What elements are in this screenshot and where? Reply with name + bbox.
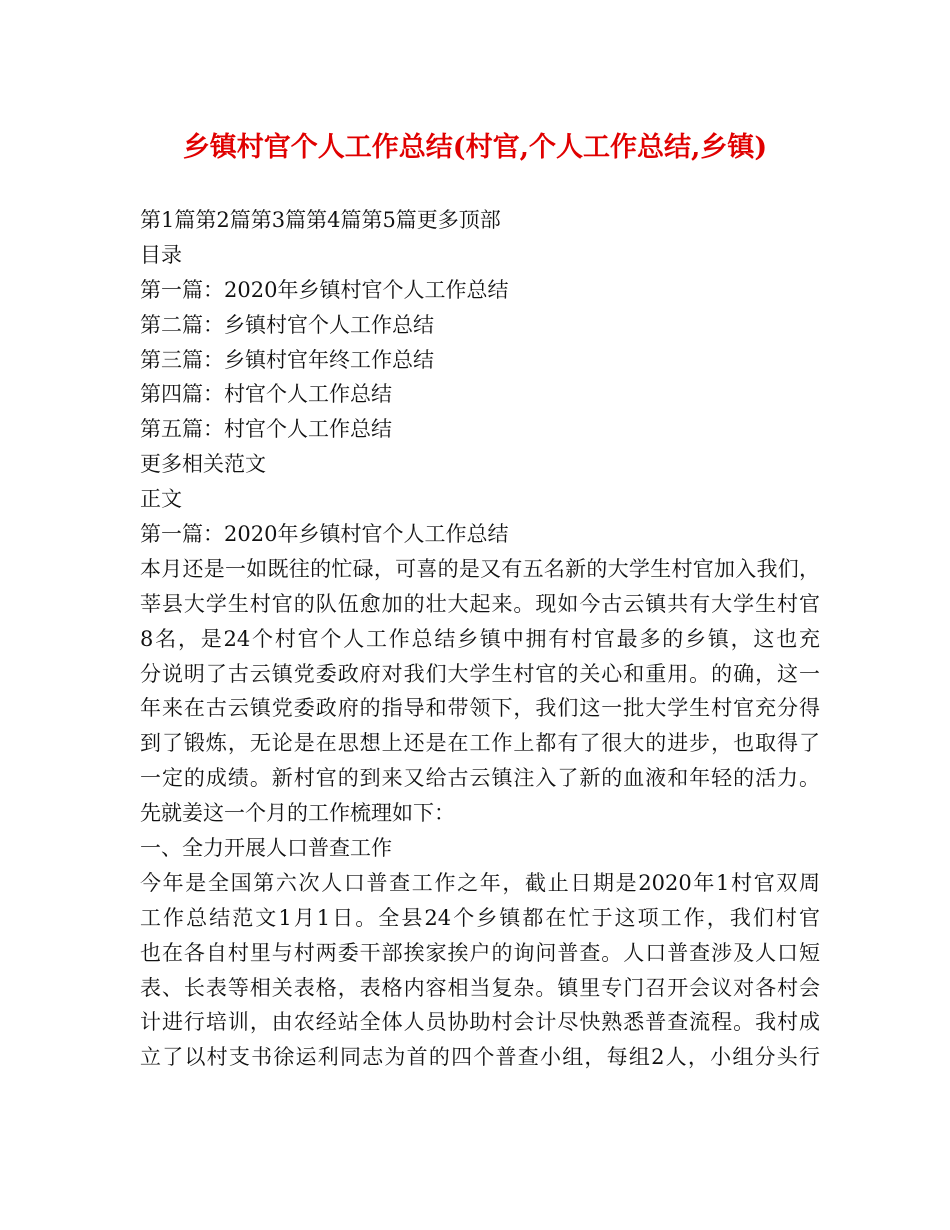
toc-item-3[interactable]: 第三篇：乡镇村官年终工作总结 bbox=[140, 347, 434, 372]
paragraph-line: 莘县大学生村官的队伍愈加的壮大起来。现如今古云镇共有大学生村官 bbox=[140, 591, 820, 616]
toc-more-link[interactable]: 更多相关范文 bbox=[140, 452, 266, 477]
paragraph-line: 表、长表等相关表格，表格内容相当复杂。镇里专门召开会议对各村会 bbox=[140, 975, 820, 1000]
toc-heading: 目录 bbox=[140, 242, 182, 267]
document-title: 乡镇村官个人工作总结(村官,个人工作总结,乡镇) bbox=[182, 132, 768, 163]
paragraph-line: 到了锻炼，无论是在思想上还是在工作上都有了很大的进步，也取得了 bbox=[140, 731, 820, 756]
paragraph-line: 一定的成绩。新村官的到来又给古云镇注入了新的血液和年轻的活力。 bbox=[140, 766, 820, 791]
paragraph-line: 年来在古云镇党委政府的指导和带领下，我们这一批大学生村官充分得 bbox=[140, 696, 820, 721]
toc-item-4[interactable]: 第四篇：村官个人工作总结 bbox=[140, 382, 392, 407]
article-title: 第一篇：2020年乡镇村官个人工作总结 bbox=[140, 522, 509, 547]
paragraph-line: 工作总结范文1月1日。全县24个乡镇都在忙于这项工作，我们村官 bbox=[140, 905, 820, 930]
paragraph-line: 计进行培训，由农经站全体人员协助村会计尽快熟悉普查流程。我村成 bbox=[140, 1010, 820, 1035]
section-title: 一、全力开展人口普查工作 bbox=[140, 836, 392, 861]
body-heading: 正文 bbox=[140, 487, 182, 512]
paragraph-line: 分说明了古云镇党委政府对我们大学生村官的关心和重用。的确，这一 bbox=[140, 661, 820, 686]
toc-item-5[interactable]: 第五篇：村官个人工作总结 bbox=[140, 417, 392, 442]
paragraph-line: 8名，是24个村官个人工作总结乡镇中拥有村官最多的乡镇，这也充 bbox=[140, 626, 820, 651]
document-body bbox=[140, 203, 820, 1075]
paragraph-line: 也在各自村里与村两委干部挨家挨户的询问普查。人口普查涉及人口短 bbox=[140, 940, 820, 965]
paragraph-line: 立了以村支书徐运利同志为首的四个普查小组，每组2人，小组分头行 bbox=[140, 1045, 820, 1070]
paragraph-line: 本月还是一如既往的忙碌，可喜的是又有五名新的大学生村官加入我们， bbox=[140, 556, 820, 581]
toc-item-1[interactable]: 第一篇：2020年乡镇村官个人工作总结 bbox=[140, 277, 509, 302]
paragraph-line: 今年是全国第六次人口普查工作之年，截止日期是2020年1村官双周 bbox=[140, 870, 820, 895]
toc-item-2[interactable]: 第二篇：乡镇村官个人工作总结 bbox=[140, 312, 434, 337]
paragraph-line: 先就姜这一个月的工作梳理如下： bbox=[140, 801, 455, 826]
page-nav-links[interactable]: 第1篇第2篇第3篇第4篇第5篇更多顶部 bbox=[140, 208, 501, 232]
